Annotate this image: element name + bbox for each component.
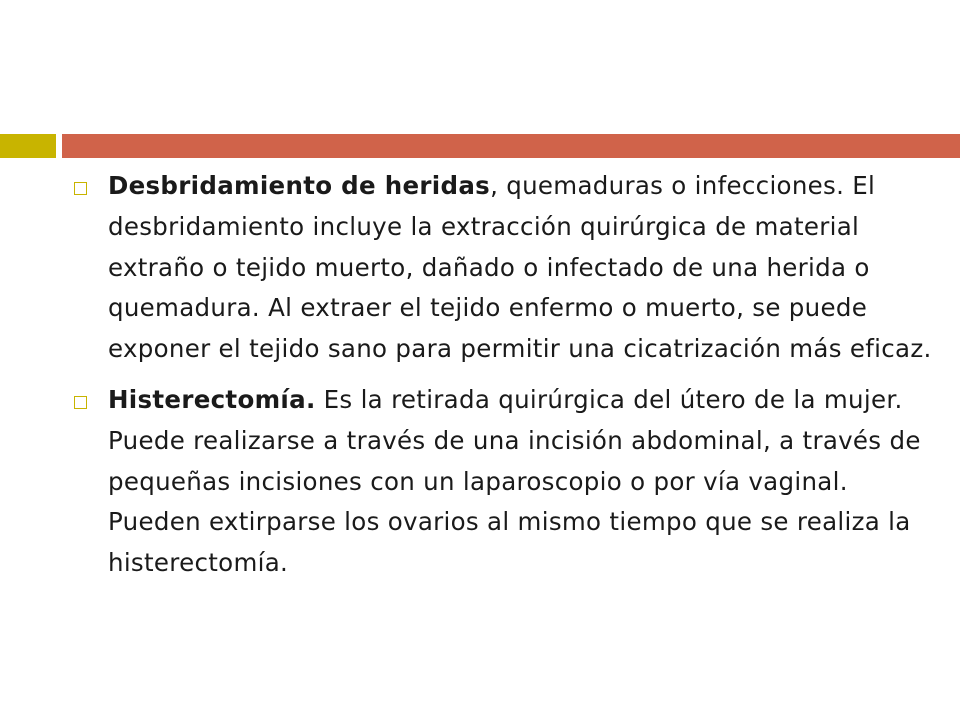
bullet-term: Desbridamiento de heridas xyxy=(108,171,491,200)
bullet-list xyxy=(74,166,934,584)
square-bullet-icon xyxy=(74,182,87,195)
accent-square xyxy=(0,134,56,158)
accent-bar xyxy=(62,134,960,158)
bullet-item-debridement xyxy=(74,166,934,370)
bullet-text: Es la retirada quirúrgica del útero de la mujer. Puede realizarse a través de una incisión abdominal, a través de pequeñas incisiones con un laparoscopio o por vía vaginal. Pueden extirparse los ovarios al mismo tiempo que se realiza la histerectomía. xyxy=(108,384,921,578)
bullet-text: , quemaduras o infecciones. El desbridamiento incluye la extracción quirúrgica de material extraño o tejido muerto, dañado o infectado de una herida o quemadura. Al extraer el tejido enfermo o muerto, se puede exponer el tejido sano para permitir una cicatrización más eficaz. xyxy=(108,171,932,364)
bullet-item-hysterectomy xyxy=(74,380,934,584)
bullet-term: Histerectomía. xyxy=(108,384,316,414)
square-bullet-icon xyxy=(74,396,87,409)
